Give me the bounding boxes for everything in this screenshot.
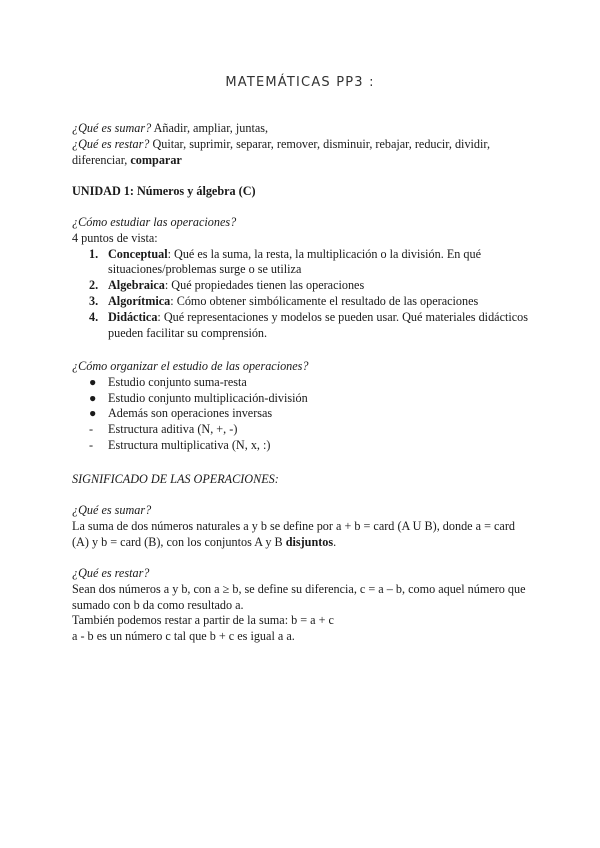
intro-section [72,121,530,168]
study-item [72,247,530,279]
study-item-text: : Qué es la suma, la resta, la multiplicación o la división. En qué situaciones/problemas surge o se utiliza [108,246,482,277]
unit-heading: UNIDAD 1: Números y álgebra (C) [72,184,256,198]
organize-item [72,422,530,438]
intro-subtract-line [72,137,530,169]
intro-sum-answer: Añadir, ampliar, juntas, [151,121,269,135]
study-item-term: Algorítmica [108,293,171,308]
subtract-from-sum: También podemos restar a partir de la suma: b = a + c [72,613,334,628]
study-item [72,278,530,294]
sum-definition-end: . [333,534,337,549]
study-item-term: Algebraica [108,278,165,293]
subtract-difference: a - b es un número c tal que b + c es igual a a. [72,629,295,644]
organize-item-text: Estudio conjunto multiplicación-división [108,390,308,405]
study-item-number: 4. [89,309,99,324]
subtract-question: ¿Qué es restar? [72,566,150,580]
intro-subtract-answer: Quitar, suprimir, separar, remover, disminuir, rebajar, reducir, dividir, diferenciar, [72,136,491,167]
study-item [72,294,530,310]
sum-definition-text: La suma de dos números naturales a y b se define por a + b = card (A U B), donde a = card (A) y b = card (B), con los conjuntos A y B [72,518,515,549]
organize-item-text: Estructura aditiva (N, +, -) [108,422,238,437]
organize-item [72,438,530,454]
organize-item [72,375,530,391]
organize-section [72,359,530,454]
study-question: ¿Cómo estudiar las operaciones? [72,215,237,229]
intro-subtract-answer-bold: comparar [130,152,182,167]
study-item-term: Didáctica [108,309,158,324]
study-item-text: : Qué propiedades tienen las operaciones [164,278,365,293]
study-item-number: 1. [89,246,99,261]
dash-icon: - [89,437,94,452]
study-item-number: 2. [89,278,99,293]
organize-item-text: Estructura multiplicativa (N, x, :) [108,437,271,452]
study-list [72,247,530,342]
sum-question: ¿Qué es sumar? [72,503,152,517]
study-item-number: 3. [89,293,99,308]
organize-item-text: Estudio conjunto suma-resta [108,374,247,389]
intro-subtract-question: ¿Qué es restar? [72,136,150,151]
organize-item [72,391,530,407]
bullet-icon: ● [89,374,97,389]
study-item-term: Conceptual [108,246,168,261]
sum-section [72,503,530,550]
organize-item [72,406,530,422]
study-item-text: : Qué representaciones y modelos se pueden usar. Qué materiales didácticos pueden facilitar su comprensión. [108,309,528,340]
study-lead: 4 puntos de vista: [72,230,158,245]
organize-list [72,375,530,454]
meaning-heading: SIGNIFICADO DE LAS OPERACIONES: [72,472,279,486]
subtract-section [72,566,530,645]
intro-sum-line [72,121,530,137]
subtract-definition: Sean dos números a y b, con a ≥ b, se define su diferencia, c = a – b, como aquel número que sumado con b da como resultado a. [72,581,526,612]
study-item [72,310,530,342]
study-item-text: : Cómo obtener simbólicamente el resultado de las operaciones [170,293,479,308]
study-section [72,215,530,341]
sum-definition-bold: disjuntos [285,534,334,549]
bullet-icon: ● [89,390,97,405]
intro-sum-question: ¿Qué es sumar? [72,121,152,135]
dash-icon: - [89,422,94,437]
sum-definition [72,519,530,551]
bullet-icon: ● [89,406,97,421]
organize-question: ¿Cómo organizar el estudio de las operaciones? [72,359,309,373]
page-title: MATEMÁTICAS PP3 : [225,75,375,90]
organize-item-text: Además son operaciones inversas [108,406,273,421]
